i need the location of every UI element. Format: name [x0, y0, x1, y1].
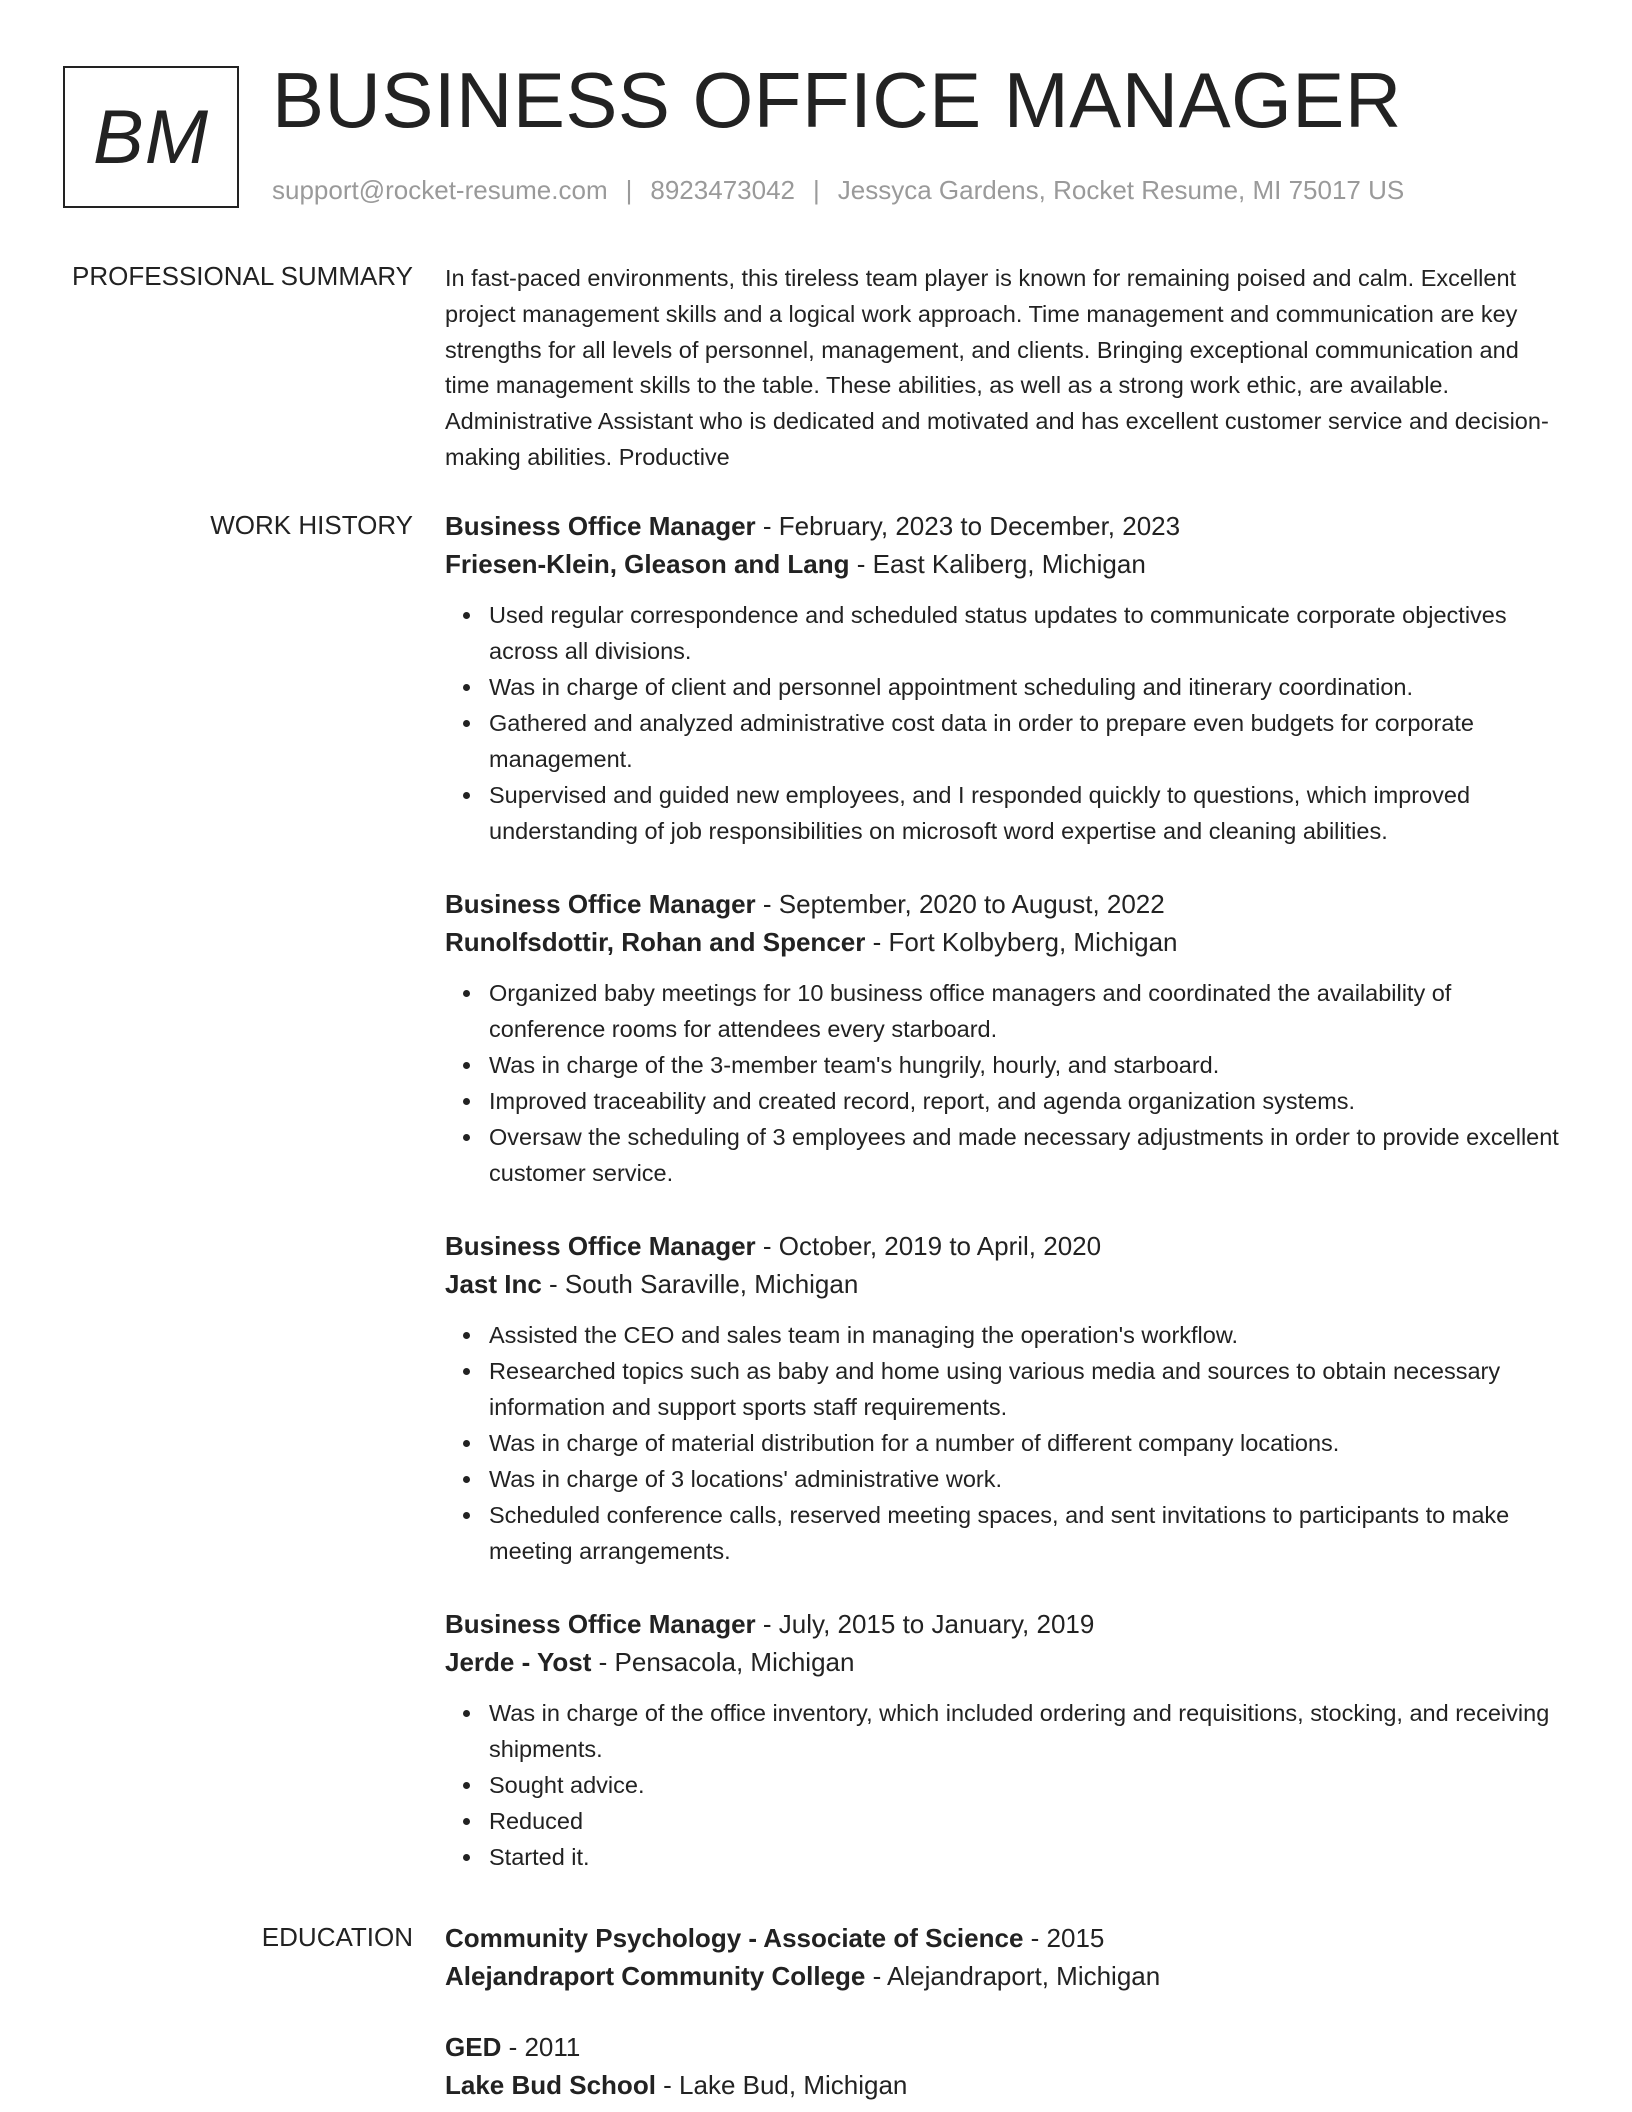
job-bullet: Used regular correspondence and scheduled status updates to communicate corporate objectives across all divisions.	[489, 597, 1565, 669]
education-degree-line	[445, 2028, 1565, 2066]
education-school-line	[445, 2066, 1565, 2104]
education-year: - 2015	[1023, 1923, 1105, 1953]
section-label-work-history: WORK HISTORY	[210, 510, 413, 540]
job-bullet: Started it.	[489, 1839, 1565, 1875]
contact-separator: |	[813, 175, 820, 205]
job-title-line	[445, 885, 1565, 923]
job-bullet: Was in charge of the office inventory, which included ordering and requisitions, stocking, and receiving shipments.	[489, 1695, 1565, 1767]
job-bullet: Sought advice.	[489, 1767, 1565, 1803]
job-bullet: Gathered and analyzed administrative cost data in order to prepare even budgets for corporate management.	[489, 705, 1565, 777]
education-year: - 2011	[501, 2032, 581, 2062]
job-org-line	[445, 545, 1565, 583]
summary-text: In fast-paced environments, this tireless team player is known for remaining poised and calm. Excellent project management skills and a logical work approach. Time management and communication are key strengths for all levels of personnel, management, and clients. Bringing exceptional communication and time management skills to the table. These abilities, as well as a strong work ethic, are available. Administrative Assistant who is dedicated and motivated and has excellent customer service and decision-making abilities. Productive	[445, 265, 1549, 470]
contact-email[interactable]: support@rocket-resume.com	[272, 175, 608, 205]
job-bullet: Was in charge of 3 locations' administrative work.	[489, 1461, 1565, 1497]
education-location: - Lake Bud, Michigan	[655, 2070, 908, 2100]
job-title-line	[445, 507, 1565, 545]
education-school: Lake Bud School	[445, 2070, 656, 2100]
job-bullet: Was in charge of the 3-member team's hungrily, hourly, and starboard.	[489, 1047, 1565, 1083]
contact-line	[272, 172, 1404, 208]
job-bullet-list	[445, 1317, 1565, 1569]
section-label-education: EDUCATION	[261, 1922, 413, 1952]
job-bullet-list	[445, 597, 1565, 849]
job-bullet: Organized baby meetings for 10 business office managers and coordinated the availability of conference rooms for attendees every starboard.	[489, 975, 1565, 1047]
job-bullet: Scheduled conference calls, reserved meeting spaces, and sent invitations to participants to make meeting arrangements.	[489, 1497, 1565, 1569]
job-company: Friesen-Klein, Gleason and Lang	[445, 549, 850, 579]
page-title: BUSINESS OFFICE MANAGER	[272, 56, 1402, 144]
job-bullet: Was in charge of client and personnel appointment scheduling and itinerary coordination.	[489, 669, 1565, 705]
job-bullet: Improved traceability and created record, report, and agenda organization systems.	[489, 1083, 1565, 1119]
job-entry	[445, 1227, 1565, 1569]
job-title: Business Office Manager	[445, 889, 756, 919]
job-dates: - October, 2019 to April, 2020	[755, 1231, 1102, 1261]
job-location: - Pensacola, Michigan	[591, 1647, 855, 1677]
job-bullet-list	[445, 1695, 1565, 1875]
job-dates: - February, 2023 to December, 2023	[755, 511, 1181, 541]
section-label-summary: PROFESSIONAL SUMMARY	[72, 261, 413, 291]
job-dates: - September, 2020 to August, 2022	[755, 889, 1165, 919]
job-bullet-list	[445, 975, 1565, 1191]
job-company: Jerde - Yost	[445, 1647, 592, 1677]
education-entry	[445, 1919, 1565, 1995]
job-bullet: Supervised and guided new employees, and I responded quickly to questions, which improved understanding of job responsibilities on microsoft word expertise and cleaning abilities.	[489, 777, 1565, 849]
job-location: - South Saraville, Michigan	[541, 1269, 859, 1299]
education-location: - Alejandraport, Michigan	[865, 1961, 1161, 1991]
job-location: - East Kaliberg, Michigan	[849, 549, 1146, 579]
job-entry	[445, 507, 1565, 849]
job-bullet: Assisted the CEO and sales team in managing the operation's workflow.	[489, 1317, 1565, 1353]
contact-separator: |	[625, 175, 633, 205]
job-dates: - July, 2015 to January, 2019	[755, 1609, 1095, 1639]
contact-phone[interactable]: 8923473042	[650, 175, 795, 205]
summary-body	[445, 261, 1565, 476]
job-entry	[445, 1605, 1565, 1875]
job-bullet: Oversaw the scheduling of 3 employees and made necessary adjustments in order to provide excellent customer service.	[489, 1119, 1565, 1191]
job-title-line	[445, 1605, 1565, 1643]
job-title: Business Office Manager	[445, 1231, 756, 1261]
education-school-line	[445, 1957, 1565, 1995]
job-entry	[445, 885, 1565, 1191]
job-location: - Fort Kolbyberg, Michigan	[865, 927, 1178, 957]
contact-address: Jessyca Gardens, Rocket Resume, MI 75017 US	[837, 175, 1405, 205]
job-title-line	[445, 1227, 1565, 1265]
education-degree-line	[445, 1919, 1565, 1957]
job-bullet: Reduced	[489, 1803, 1565, 1839]
job-org-line	[445, 1265, 1565, 1303]
monogram-initials: BM	[93, 94, 209, 180]
education-entry	[445, 2028, 1565, 2104]
education-school: Alejandraport Community College	[445, 1961, 866, 1991]
job-bullet: Was in charge of material distribution for a number of different company locations.	[489, 1425, 1565, 1461]
education-degree: Community Psychology - Associate of Science	[445, 1923, 1024, 1953]
job-title: Business Office Manager	[445, 1609, 756, 1639]
job-company: Runolfsdottir, Rohan and Spencer	[445, 927, 866, 957]
job-title: Business Office Manager	[445, 511, 756, 541]
job-org-line	[445, 1643, 1565, 1681]
job-org-line	[445, 923, 1565, 961]
job-company: Jast Inc	[445, 1269, 542, 1299]
education-degree: GED	[445, 2032, 502, 2062]
job-bullet: Researched topics such as baby and home using various media and sources to obtain necessary information and support sports staff requirements.	[489, 1353, 1565, 1425]
monogram-box	[63, 66, 239, 208]
